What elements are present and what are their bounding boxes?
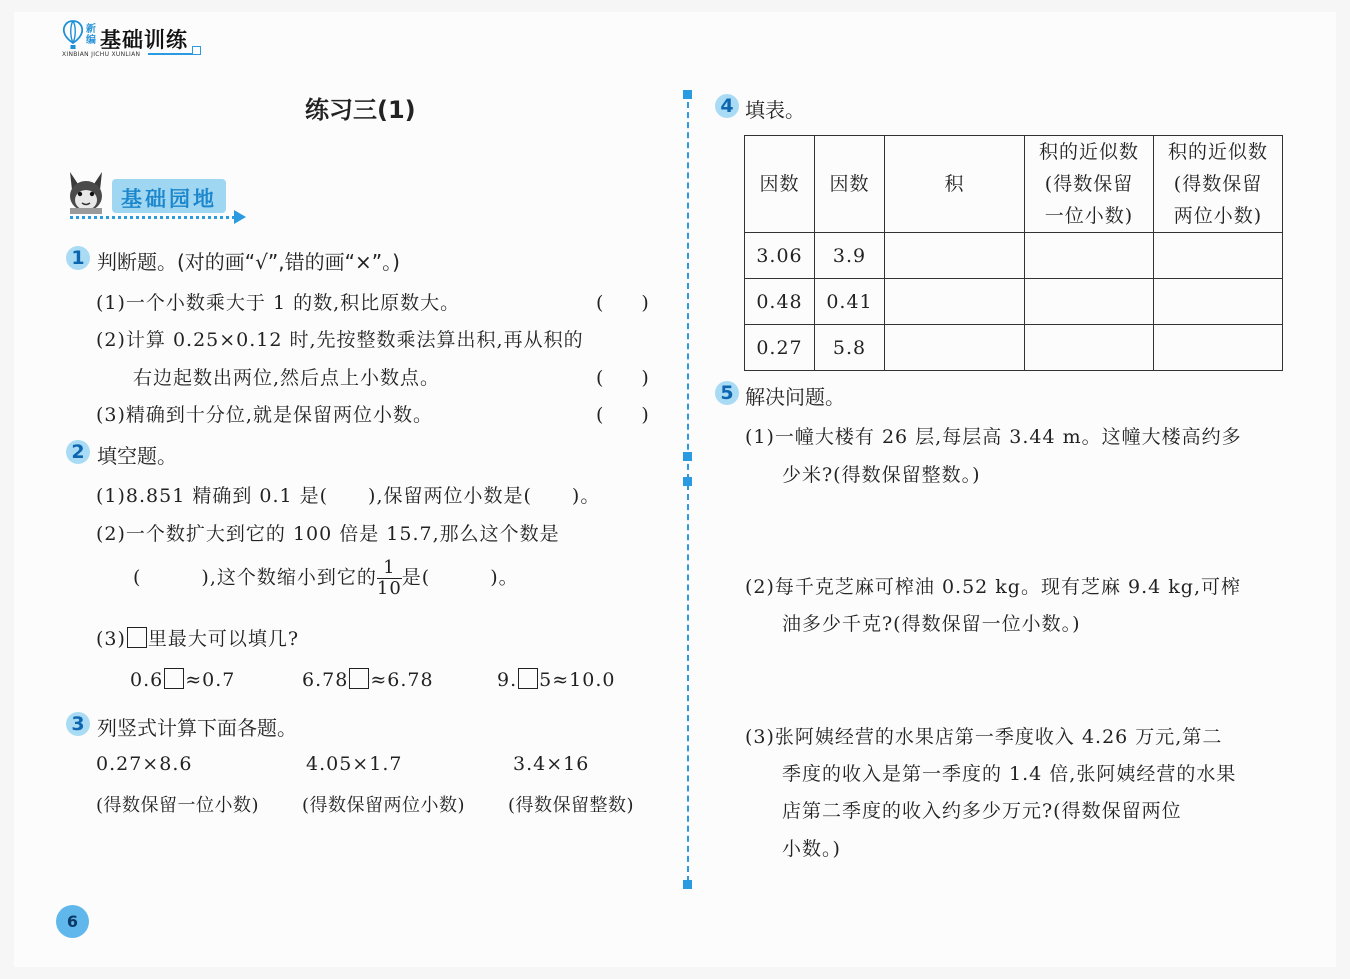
q5-heading: 解决问题。	[745, 385, 845, 409]
q2-item-3-post: 里最大可以填几?	[147, 628, 300, 650]
q5-p3-line-1: (3)张阿姨经营的水果店第一季度收入 4.26 万元,第二	[745, 726, 1223, 748]
approx-2-cell[interactable]	[1154, 279, 1283, 325]
table-row	[745, 325, 1283, 371]
question-number-2: 2	[66, 440, 90, 464]
fill-2-post: ≈6.78	[370, 669, 434, 691]
q4-heading: 填表。	[745, 98, 805, 122]
column-divider	[687, 92, 689, 882]
fill-1-pre: 0.6	[130, 669, 164, 691]
fill-1	[130, 668, 235, 691]
q5-p1-line-1: (1)一幢大楼有 26 层,每层高 3.44 m。这幢大楼高约多	[745, 426, 1242, 448]
q3-expr-2: 4.05×1.7	[306, 753, 403, 775]
fill-3-pre: 9.	[497, 669, 518, 691]
fraction-numerator: 1	[377, 558, 402, 579]
approx-1-cell[interactable]	[1025, 233, 1154, 279]
header-approx-1-line-1: 积的近似数	[1038, 141, 1139, 163]
approx-1-cell[interactable]	[1025, 279, 1154, 325]
q2-item-3	[96, 624, 299, 651]
q2-heading: 填空题。	[97, 444, 177, 468]
q2-item-2-cont	[133, 558, 519, 599]
header-approx-1	[1025, 136, 1154, 233]
q5-p2-line-1: (2)每千克芝麻可榨油 0.52 kg。现有芝麻 9.4 kg,可榨	[745, 576, 1241, 598]
mascot-icon	[66, 170, 106, 214]
table-cell: 0.41	[815, 279, 885, 325]
question-number-3: 3	[66, 712, 90, 736]
balloon-logo-icon	[62, 20, 84, 50]
table-cell: 0.48	[745, 279, 815, 325]
fill-3-post: 5≈10.0	[539, 669, 616, 691]
q1-heading: 判断题。(对的画“√”,错的画“×”。)	[97, 250, 400, 274]
header-approx-1-line-3: 一位小数)	[1044, 205, 1134, 227]
divider-marker	[683, 452, 692, 461]
q1-answer-1[interactable]: ( )	[596, 292, 649, 314]
product-cell[interactable]	[885, 325, 1025, 371]
header-approx-2-line-3: 两位小数)	[1173, 205, 1263, 227]
divider-marker	[683, 477, 692, 486]
fill-3-box[interactable]	[518, 668, 538, 689]
q3-note-2: (得数保留两位小数)	[302, 795, 466, 816]
page-title: 练习三(1)	[305, 96, 416, 124]
q1-item-1: (1)一个小数乘大于 1 的数,积比原数大。	[96, 292, 461, 314]
q5-p2-line-2: 油多少千克?(得数保留一位小数。)	[782, 613, 1081, 635]
q2-item-1: (1)8.851 精确到 0.1 是( ),保留两位小数是( )。	[96, 485, 601, 507]
q3-expr-1: 0.27×8.6	[96, 753, 193, 775]
table-cell: 3.06	[745, 233, 815, 279]
logo-sub-text: XINBIAN JICHU XUNLIAN	[62, 51, 141, 58]
divider-marker	[683, 880, 692, 889]
header-approx-2-line-2: (得数保留	[1173, 173, 1263, 195]
q5-p3-line-4: 小数。)	[782, 838, 841, 860]
q1-answer-3[interactable]: ( )	[596, 404, 649, 426]
fill-1-post: ≈0.7	[185, 669, 236, 691]
table-cell: 5.8	[815, 325, 885, 371]
q2-item-3-pre: (3)	[96, 628, 126, 650]
table-cell: 0.27	[745, 325, 815, 371]
section-banner-text: 基础园地	[121, 187, 217, 211]
header-factor-2: 因数	[815, 136, 885, 233]
fill-2-box[interactable]	[349, 668, 369, 689]
fraction-one-tenth	[377, 558, 402, 599]
fill-3	[497, 668, 615, 691]
logo-small-text: 新编	[86, 24, 96, 46]
q1-item-3: (3)精确到十分位,就是保留两位小数。	[96, 404, 433, 426]
divider-marker	[683, 90, 692, 99]
header-factor-1: 因数	[745, 136, 815, 233]
table-cell: 3.9	[815, 233, 885, 279]
logo-underline	[148, 53, 192, 55]
logo-main-text: 基础训练	[100, 28, 188, 52]
q1-item-2-cont: 右边起数出两位,然后点上小数点。	[133, 367, 441, 389]
approx-2-cell[interactable]	[1154, 233, 1283, 279]
approx-1-cell[interactable]	[1025, 325, 1154, 371]
q2-item-2: (2)一个数扩大到它的 100 倍是 15.7,那么这个数是	[96, 523, 560, 545]
q2-item-2-post: 是( )。	[401, 566, 519, 589]
header-approx-1-line-2: (得数保留	[1044, 173, 1134, 195]
fill-2-pre: 6.78	[302, 669, 349, 691]
table-row	[745, 233, 1283, 279]
q5-p3-line-2: 季度的收入是第一季度的 1.4 倍,张阿姨经营的水果	[782, 763, 1237, 785]
table-header-row	[745, 136, 1283, 233]
question-number-5: 5	[715, 381, 739, 405]
q5-p3-line-3: 店第二季度的收入约多少万元?(得数保留两位	[782, 800, 1182, 822]
fill-table	[744, 135, 1283, 371]
dotted-line	[70, 216, 235, 219]
product-cell[interactable]	[885, 233, 1025, 279]
header-approx-2	[1154, 136, 1283, 233]
approx-2-cell[interactable]	[1154, 325, 1283, 371]
header-product: 积	[885, 136, 1025, 233]
q3-note-1: (得数保留一位小数)	[96, 795, 260, 816]
q3-heading: 列竖式计算下面各题。	[97, 716, 297, 740]
page-number: 6	[56, 905, 89, 938]
q5-p1-line-2: 少米?(得数保留整数。)	[782, 464, 981, 486]
q3-expr-3: 3.4×16	[513, 753, 590, 775]
fraction-denominator: 10	[376, 578, 402, 599]
fill-2	[302, 668, 434, 691]
q1-answer-2[interactable]: ( )	[596, 367, 649, 389]
product-cell[interactable]	[885, 279, 1025, 325]
q1-item-2: (2)计算 0.25×0.12 时,先按整数乘法算出积,再从积的	[96, 329, 584, 351]
header-approx-2-line-1: 积的近似数	[1167, 141, 1268, 163]
table-row	[745, 279, 1283, 325]
logo-box	[192, 46, 201, 55]
q2-item-2-pre: ( ),这个数缩小到它的	[133, 566, 377, 589]
question-number-4: 4	[715, 94, 739, 118]
q3-note-3: (得数保留整数)	[508, 795, 635, 816]
fill-1-box[interactable]	[164, 668, 184, 689]
blank-square-icon	[127, 627, 147, 648]
question-number-1: 1	[66, 246, 90, 270]
arrow-right-icon	[234, 210, 246, 224]
